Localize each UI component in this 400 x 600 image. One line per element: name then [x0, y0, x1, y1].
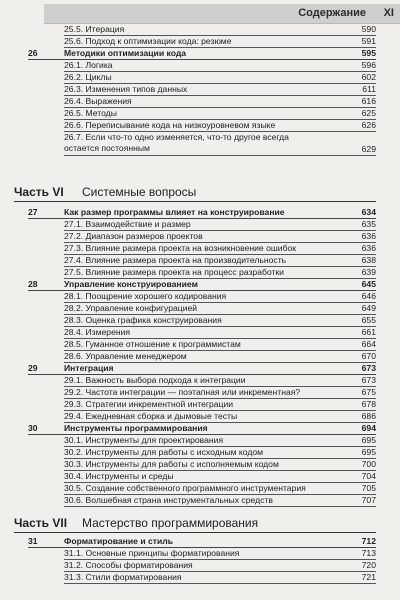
page-number: 595 — [361, 48, 376, 58]
part-name: Мастерство программирования — [82, 516, 259, 530]
page-number: 636 — [361, 243, 376, 253]
page-number: 649 — [361, 303, 376, 313]
page-number: 602 — [361, 72, 376, 82]
section-title: 26.6. Переписывание кода на низкоуровневом языке — [64, 120, 276, 130]
part-label: Часть VII — [14, 516, 68, 530]
page-number: 695 — [361, 447, 376, 457]
page-number: 591 — [361, 36, 376, 46]
page-number: 626 — [361, 120, 376, 130]
page-number: 635 — [361, 219, 376, 229]
part-label: Часть VI — [14, 185, 64, 199]
page-number: 705 — [361, 483, 376, 493]
page-number: 638 — [361, 255, 376, 265]
page-number: 712 — [361, 536, 376, 546]
section-title: 29.3. Стратегии инкрементной интеграции — [64, 399, 234, 409]
section-title: 30.2. Инструменты для работы с исходным кодом — [64, 447, 264, 457]
page-number: 673 — [361, 363, 376, 373]
page-number: 636 — [361, 231, 376, 241]
section-title: 30.1. Инструменты для проектирования — [64, 435, 224, 445]
page-number: 611 — [362, 84, 376, 94]
section-title: 28.3. Оценка графика конструирования — [64, 315, 222, 325]
section-title: 25.5. Итерация — [64, 24, 125, 34]
section-title: 27.2. Диапазон размеров проектов — [64, 231, 203, 241]
chapter-title: Форматирование и стиль — [64, 536, 174, 546]
section-title: 26.3. Изменения типов данных — [64, 84, 188, 94]
section-title: 30.4. Инструменты и среды — [64, 471, 174, 481]
chapter-number: 28 — [28, 279, 38, 289]
section-title: 26.1. Логика — [64, 60, 113, 70]
chapter-title: Как размер программы влияет на конструирование — [64, 207, 285, 217]
page-number: 590 — [361, 24, 376, 34]
chapter-title: Методики оптимизации кода — [64, 48, 187, 58]
chapter-number: 29 — [28, 363, 38, 373]
section-title: 29.1. Важность выбора подхода к интеграции — [64, 375, 246, 385]
section-title: 27.4. Влияние размера проекта на производительность — [64, 255, 287, 265]
section-title: 31.1. Основные принципы форматирования — [64, 548, 240, 558]
section-title: 29.2. Частота интеграции — поэтапная или инкрементная? — [64, 387, 301, 397]
chapter-number: 30 — [28, 423, 38, 433]
section-title: 28.2. Управление конфигурацией — [64, 303, 198, 313]
section-title: 31.3. Стили форматирования — [64, 572, 182, 582]
page-number: 625 — [361, 108, 376, 118]
section-title: 27.3. Влияние размера проекта на возникновение ошибок — [64, 243, 297, 253]
header-title: Содержание — [298, 7, 366, 19]
chapter-number: 31 — [28, 536, 38, 546]
part-heading[interactable] — [14, 516, 259, 530]
section-title: 30.6. Волшебная страна инструментальных средств — [64, 495, 273, 505]
chapter-title: Управление конструированием — [64, 279, 198, 289]
section-title: 27.1. Взаимодействие и размер — [64, 219, 191, 229]
page-number: 694 — [361, 423, 376, 433]
section-title: 28.6. Управление менеджером — [64, 351, 187, 361]
section-title: 25.6. Подход к оптимизации кода: резюме — [64, 36, 232, 46]
part-heading[interactable] — [14, 185, 197, 199]
chapter-title: Инструменты программирования — [64, 423, 208, 433]
section-title: 26.7. Если что-то одно изменяется, что-то другое всегда остается постоянным — [64, 132, 289, 153]
chapter-number: 27 — [28, 207, 38, 217]
page-number: 629 — [361, 144, 376, 154]
page-number: 596 — [361, 60, 376, 70]
chapter-title: Интеграция — [64, 363, 114, 373]
page-number: 686 — [361, 411, 376, 421]
page-number: 664 — [361, 339, 376, 349]
page-number: 675 — [361, 387, 376, 397]
page-number: 707 — [361, 495, 376, 505]
section-title: 31.2. Способы форматирования — [64, 560, 193, 570]
page-number: 713 — [361, 548, 376, 558]
section-title: 28.4. Измерения — [64, 327, 131, 337]
page-number: 646 — [361, 291, 376, 301]
page-number: 634 — [361, 207, 376, 217]
section-title: 28.1. Поощрение хорошего кодирования — [64, 291, 227, 301]
chapter-number: 26 — [28, 48, 38, 58]
section-title: 30.5. Создание собственного программного инструментария — [64, 483, 306, 493]
section-title: 30.3. Инструменты для работы с исполняемым кодом — [64, 459, 279, 469]
section-title: 26.2. Циклы — [64, 72, 112, 82]
section-title: 26.5. Методы — [64, 108, 117, 118]
page-number: 670 — [361, 351, 376, 361]
page-number: 673 — [361, 375, 376, 385]
part-name: Системные вопросы — [82, 185, 197, 199]
page-number: 655 — [361, 315, 376, 325]
page-number: 721 — [361, 572, 376, 582]
section-title: 28.5. Гуманное отношение к программистам — [64, 339, 241, 349]
header-page-number: XI — [383, 7, 394, 19]
page-number: 678 — [361, 399, 376, 409]
section-title: 27.5. Влияние размера проекта на процесс разработки — [64, 267, 284, 277]
page-number: 695 — [361, 435, 376, 445]
page-number: 720 — [361, 560, 376, 570]
page-number: 704 — [361, 471, 376, 481]
page-number: 639 — [361, 267, 376, 277]
page-number: 645 — [361, 279, 376, 289]
section-title: 26.4. Выражения — [64, 96, 132, 106]
page-number: 616 — [361, 96, 376, 106]
page-number: 661 — [361, 327, 376, 337]
page-number: 700 — [361, 459, 376, 469]
section-title: 29.4. Ежедневная сборка и дымовые тесты — [64, 411, 238, 421]
